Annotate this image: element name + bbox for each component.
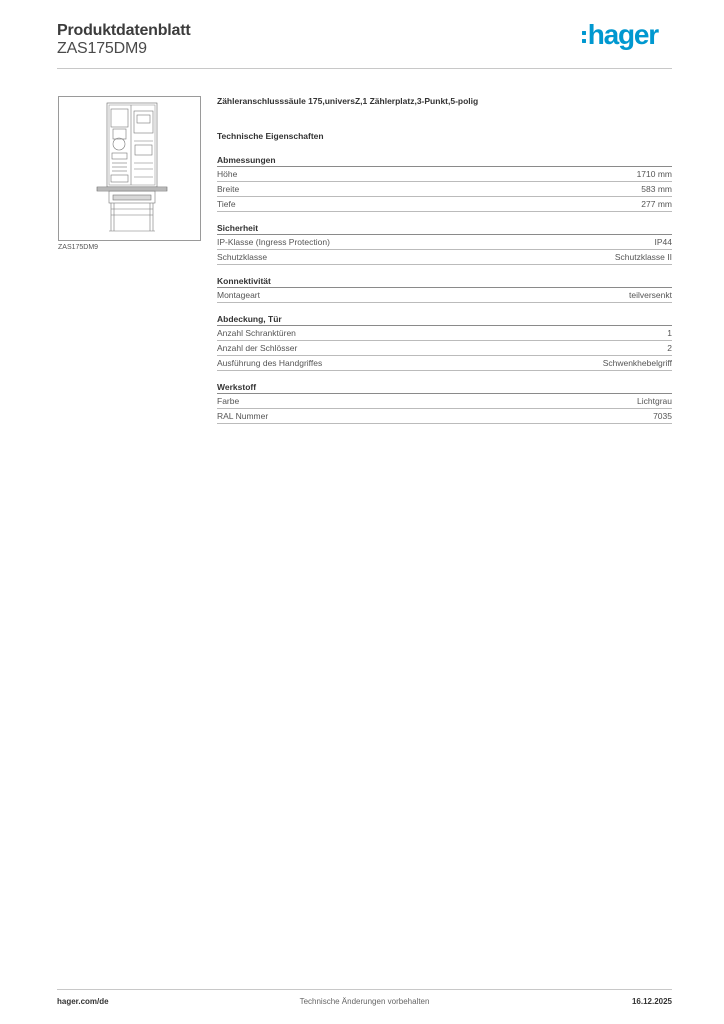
row-label: Montageart <box>217 290 260 300</box>
section-title: Konnektivität <box>217 276 672 288</box>
row-value: 583 mm <box>641 184 672 194</box>
table-row <box>217 394 672 409</box>
technical-properties-title: Technische Eigenschaften <box>217 131 324 141</box>
table-row <box>217 167 672 182</box>
table-row <box>217 235 672 250</box>
table-row <box>217 326 672 341</box>
product-description: Zähleranschlusssäule 175,universZ,1 Zählerplatz,3-Punkt,5-polig <box>217 96 479 106</box>
section-title: Abdeckung, Tür <box>217 314 672 326</box>
row-label: Anzahl der Schlösser <box>217 343 298 353</box>
row-value: teilversenkt <box>629 290 672 300</box>
row-value: 2 <box>667 343 672 353</box>
table-row <box>217 250 672 265</box>
header-divider <box>57 68 672 69</box>
footer-date: 16.12.2025 <box>631 997 672 1006</box>
meter-column-drawing-icon <box>59 97 202 242</box>
document-title: Produktdatenblatt <box>57 22 191 39</box>
footer-divider <box>57 989 672 990</box>
page-footer <box>57 997 672 1011</box>
section-title: Werkstoff <box>217 382 672 394</box>
footer-disclaimer: Technische Änderungen vorbehalten <box>299 997 430 1006</box>
row-label: IP-Klasse (Ingress Protection) <box>217 237 330 247</box>
row-label: Anzahl Schranktüren <box>217 328 296 338</box>
footer-website-link[interactable]: hager.com/de <box>57 997 109 1006</box>
section-title: Abmessungen <box>217 155 672 167</box>
section-title: Sicherheit <box>217 223 672 235</box>
row-value: 7035 <box>653 411 672 421</box>
row-label: Schutzklasse <box>217 252 268 262</box>
table-row <box>217 356 672 371</box>
product-image <box>58 96 201 241</box>
table-row <box>217 341 672 356</box>
hager-logo <box>582 20 658 50</box>
image-caption: ZAS175DM9 <box>58 244 99 251</box>
row-value: Schwenkhebelgriff <box>602 358 672 368</box>
row-value: 277 mm <box>641 199 672 209</box>
table-row <box>217 409 672 424</box>
table-row <box>217 197 672 212</box>
row-label: Tiefe <box>217 199 236 209</box>
row-value: IP44 <box>654 237 672 247</box>
logo-dots-icon <box>582 31 586 43</box>
table-row <box>217 288 672 303</box>
page-header <box>57 20 672 70</box>
section-dimensions <box>217 155 672 212</box>
product-details <box>217 95 672 435</box>
section-connectivity <box>217 276 672 303</box>
section-safety <box>217 223 672 265</box>
logo-text: hager <box>587 19 658 50</box>
row-value: 1 <box>667 328 672 338</box>
row-label: Höhe <box>217 169 238 179</box>
row-label: Farbe <box>217 396 240 406</box>
row-label: RAL Nummer <box>217 411 269 421</box>
product-code: ZAS175DM9 <box>57 40 147 57</box>
row-label: Breite <box>217 184 240 194</box>
section-material <box>217 382 672 424</box>
row-value: 1710 mm <box>636 169 672 179</box>
table-row <box>217 182 672 197</box>
section-cover-door <box>217 314 672 371</box>
row-value: Schutzklasse II <box>614 252 672 262</box>
row-value: Lichtgrau <box>637 396 672 406</box>
row-label: Ausführung des Handgriffes <box>217 358 323 368</box>
